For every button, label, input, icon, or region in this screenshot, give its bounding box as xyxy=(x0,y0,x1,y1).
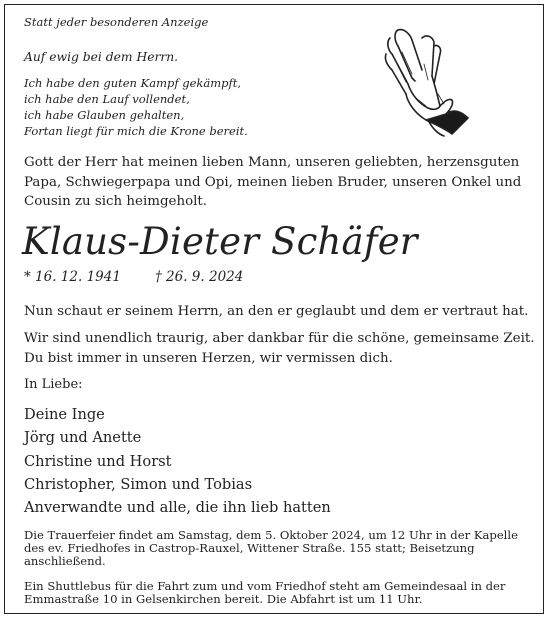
deceased-name: Klaus-Dieter Schäfer xyxy=(22,220,418,263)
mourners-list xyxy=(24,403,331,519)
verse-line: Ich habe den guten Kampf gekämpft, xyxy=(24,76,242,90)
death-date: † 26. 9. 2024 xyxy=(155,269,244,285)
mourner-name: Jörg und Anette xyxy=(24,429,142,447)
verse xyxy=(24,75,248,139)
mourner-name: Christopher, Simon und Tobias xyxy=(24,475,253,493)
birth-date: * 16. 12. 1941 xyxy=(24,269,121,285)
funeral-info-line: des ev. Friedhofes in Castrop-Rauxel, Wittener Straße. 155 statt; Beisetzung xyxy=(24,540,475,555)
verse-line: ich habe Glauben gehalten, xyxy=(24,108,185,122)
mourner-name: Anverwandte und alle, die ihn lieb hatten xyxy=(24,499,331,517)
shuttle-info-line: Emmastraße 10 in Gelsenkirchen bereit. Die Abfahrt ist um 11 Uhr. xyxy=(24,591,423,606)
intro-line: Papa, Schwiegerpapa und Opi, meinen lieben Bruder, unseren Onkel und xyxy=(24,174,522,190)
praying-hands-icon xyxy=(378,24,478,139)
funeral-info-line: anschließend. xyxy=(24,553,106,568)
mourner-name: Christine und Horst xyxy=(24,452,172,470)
statement: Nun schaut er seinem Herrn, an den er geglaubt und dem er vertraut hat. xyxy=(24,304,529,319)
verse-line: ich habe den Lauf vollendet, xyxy=(24,92,190,106)
farewell-line: Du bist immer in unseren Herzen, wir vermissen dich. xyxy=(24,350,393,366)
header-motto: Auf ewig bei dem Herrn. xyxy=(24,50,179,64)
funeral-info-line: Die Trauerfeier findet am Samstag, dem 5. Oktober 2024, um 12 Uhr in der Kapelle xyxy=(24,528,518,542)
verse-line: Fortan liegt für mich die Krone bereit. xyxy=(24,124,248,138)
intro-line: Gott der Herr hat meinen lieben Mann, unseren geliebten, herzensguten xyxy=(24,155,520,170)
signoff: In Liebe: xyxy=(24,377,83,392)
farewell-text xyxy=(24,329,535,368)
mourner-name: Deine Inge xyxy=(24,406,105,423)
header-notice: Statt jeder besonderen Anzeige xyxy=(24,15,209,29)
intro-line: Cousin zu sich heimgeholt. xyxy=(24,194,208,209)
farewell-line: Wir sind unendlich traurig, aber dankbar für die schöne, gemeinsame Zeit. xyxy=(24,331,535,346)
intro-text xyxy=(24,153,521,212)
funeral-info xyxy=(24,529,518,567)
shuttle-info xyxy=(24,580,505,606)
shuttle-info-line: Ein Shuttlebus für die Fahrt zum und vom Friedhof steht am Gemeindesaal in der xyxy=(24,579,506,593)
